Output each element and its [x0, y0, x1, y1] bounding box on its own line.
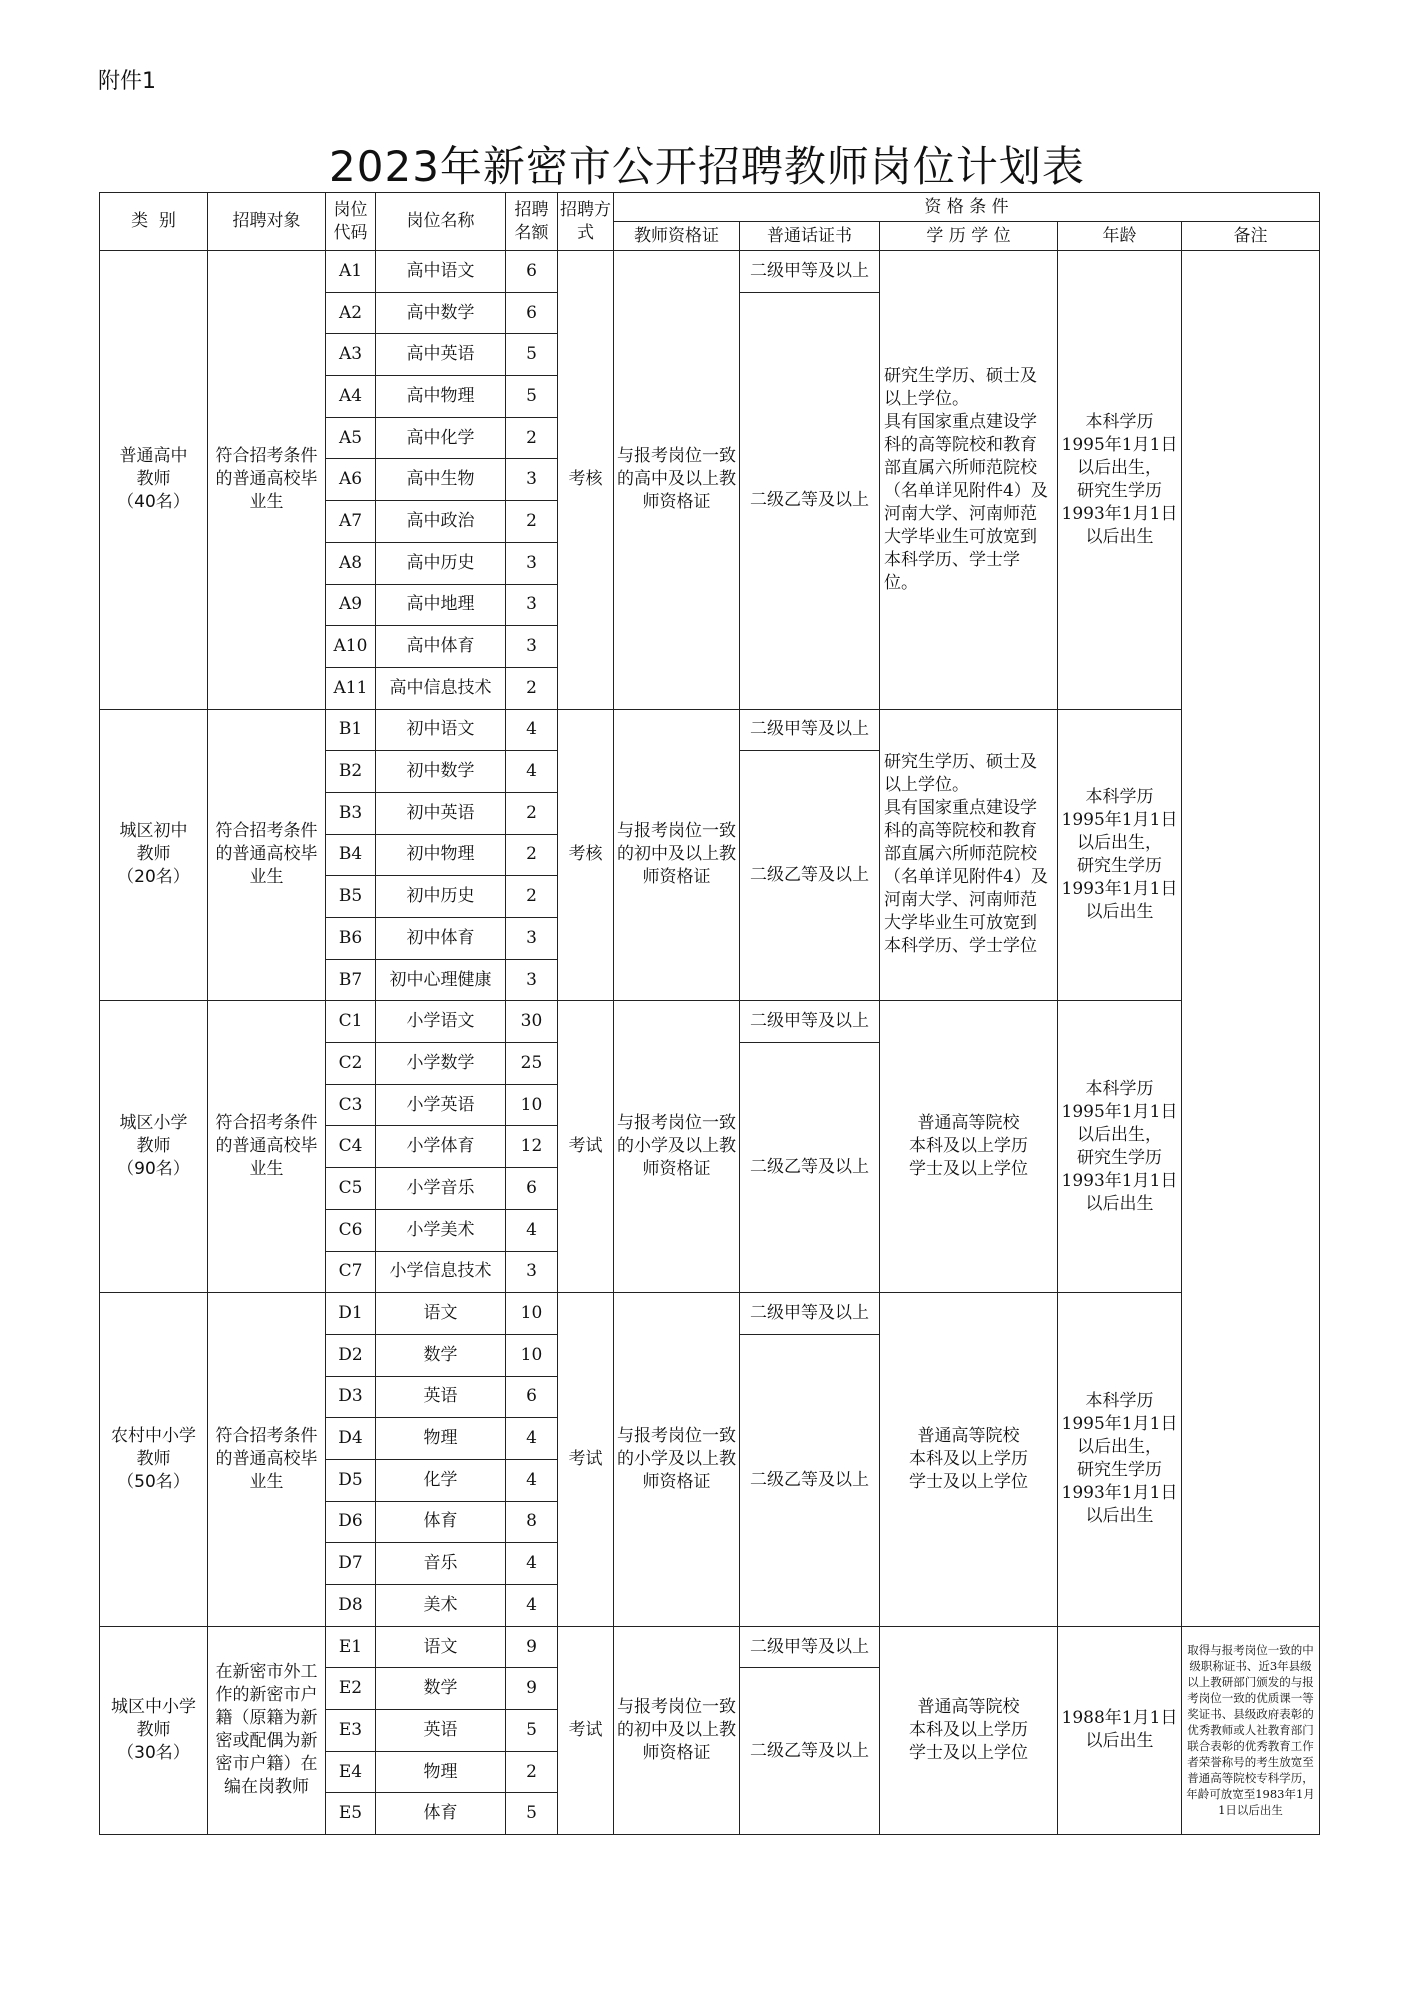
table-row [100, 709, 1320, 751]
header-name: 岗位名称 [376, 193, 506, 251]
category-line: （90名） [117, 1159, 190, 1180]
post-quota: 6 [506, 292, 558, 334]
post-quota: 9 [506, 1626, 558, 1668]
post-name: 高中语文 [376, 251, 506, 293]
certificate-cell: 与报考岗位一致的初中及以上教师资格证 [614, 1626, 740, 1834]
header-age: 年龄 [1058, 222, 1182, 251]
category-line: （50名） [117, 1471, 190, 1492]
post-quota: 2 [506, 1751, 558, 1793]
table-row [100, 251, 1320, 293]
post-name: 小学音乐 [376, 1168, 506, 1210]
age-cell: 1988年1月1日 以后出生 [1058, 1626, 1182, 1834]
method-cell: 考核 [558, 709, 614, 1001]
education-cell: 普通高等院校 本科及以上学历 学士及以上学位 [880, 1001, 1058, 1293]
mandarin-cell-a: 二级甲等及以上 [740, 251, 880, 293]
post-quota: 3 [506, 584, 558, 626]
method-cell: 考核 [558, 251, 614, 710]
post-quota: 3 [506, 918, 558, 960]
category-cell [100, 1626, 208, 1834]
table-row [100, 1293, 1320, 1335]
education-cell: 研究生学历、硕士及以上学位。 具有国家重点建设学科的高等院校和教育部直属六所师范院校（名单详见附件4）及河南大学、河南师范大学毕业生可放宽到本科学历、学士学位 [880, 709, 1058, 1001]
post-code: D2 [326, 1334, 376, 1376]
post-name: 高中物理 [376, 376, 506, 418]
category-line: 城区中小学 [111, 1696, 196, 1717]
category-line: （30名） [117, 1742, 190, 1763]
post-name: 数学 [376, 1334, 506, 1376]
post-quota: 2 [506, 417, 558, 459]
post-name: 小学信息技术 [376, 1251, 506, 1293]
header-qualifications: 资 格 条 件 [614, 193, 1320, 222]
post-quota: 8 [506, 1501, 558, 1543]
post-quota: 2 [506, 834, 558, 876]
post-quota: 4 [506, 751, 558, 793]
post-quota: 4 [506, 709, 558, 751]
post-code: A5 [326, 417, 376, 459]
method-cell: 考试 [558, 1626, 614, 1834]
certificate-cell: 与报考岗位一致的高中及以上教师资格证 [614, 251, 740, 710]
education-cell: 普通高等院校 本科及以上学历 学士及以上学位 [880, 1626, 1058, 1834]
mandarin-cell-b: 二级乙等及以上 [740, 1334, 880, 1626]
post-name: 初中心理健康 [376, 959, 506, 1001]
post-quota: 2 [506, 792, 558, 834]
post-name: 小学美术 [376, 1209, 506, 1251]
post-name: 语文 [376, 1626, 506, 1668]
post-name: 体育 [376, 1501, 506, 1543]
header-method: 招聘方式 [558, 193, 614, 251]
post-name: 小学数学 [376, 1043, 506, 1085]
post-code: C3 [326, 1084, 376, 1126]
category-line: 教师 [136, 1448, 171, 1469]
post-quota: 3 [506, 1251, 558, 1293]
post-name: 高中政治 [376, 501, 506, 543]
recruitment-plan-table [99, 192, 1320, 1835]
post-code: A11 [326, 667, 376, 709]
post-code: B6 [326, 918, 376, 960]
post-quota: 3 [506, 459, 558, 501]
post-name: 高中化学 [376, 417, 506, 459]
target-cell: 符合招考条件的普通高校毕业生 [208, 1293, 326, 1627]
post-code: A8 [326, 542, 376, 584]
post-quota: 4 [506, 1585, 558, 1627]
post-code: A1 [326, 251, 376, 293]
post-code: D3 [326, 1376, 376, 1418]
page-title: 2023年新密市公开招聘教师岗位计划表 [329, 142, 1085, 191]
post-code: C2 [326, 1043, 376, 1085]
post-name: 小学英语 [376, 1084, 506, 1126]
remark-cell-empty [1182, 251, 1320, 1627]
post-quota: 4 [506, 1209, 558, 1251]
post-quota: 12 [506, 1126, 558, 1168]
post-code: B1 [326, 709, 376, 751]
header-quota: 招聘名额 [506, 193, 558, 251]
post-quota: 5 [506, 376, 558, 418]
post-name: 初中数学 [376, 751, 506, 793]
post-name: 语文 [376, 1293, 506, 1335]
post-quota: 5 [506, 1793, 558, 1835]
post-name: 初中语文 [376, 709, 506, 751]
post-code: C7 [326, 1251, 376, 1293]
post-name: 小学体育 [376, 1126, 506, 1168]
post-name: 初中英语 [376, 792, 506, 834]
category-line: 农村中小学 [111, 1425, 196, 1446]
post-code: D8 [326, 1585, 376, 1627]
post-name: 英语 [376, 1710, 506, 1752]
post-quota: 10 [506, 1293, 558, 1335]
target-cell: 符合招考条件的普通高校毕业生 [208, 1001, 326, 1293]
post-name: 高中历史 [376, 542, 506, 584]
post-code: E2 [326, 1668, 376, 1710]
post-code: D6 [326, 1501, 376, 1543]
header-mandarin: 普通话证书 [740, 222, 880, 251]
post-quota: 10 [506, 1084, 558, 1126]
post-name: 高中体育 [376, 626, 506, 668]
post-code: A4 [326, 376, 376, 418]
post-name: 高中地理 [376, 584, 506, 626]
category-line: （20名） [117, 867, 190, 888]
post-name: 小学语文 [376, 1001, 506, 1043]
post-quota: 5 [506, 334, 558, 376]
post-name: 高中信息技术 [376, 667, 506, 709]
post-name: 化学 [376, 1459, 506, 1501]
post-code: C6 [326, 1209, 376, 1251]
post-quota: 10 [506, 1334, 558, 1376]
header-certificate: 教师资格证 [614, 222, 740, 251]
post-code: C5 [326, 1168, 376, 1210]
post-code: D4 [326, 1418, 376, 1460]
post-name: 物理 [376, 1751, 506, 1793]
post-quota: 9 [506, 1668, 558, 1710]
post-quota: 3 [506, 959, 558, 1001]
mandarin-cell-b: 二级乙等及以上 [740, 751, 880, 1001]
post-quota: 3 [506, 542, 558, 584]
post-code: E1 [326, 1626, 376, 1668]
category-line: 城区小学 [119, 1113, 188, 1134]
post-name: 高中数学 [376, 292, 506, 334]
method-cell: 考试 [558, 1001, 614, 1293]
post-code: E4 [326, 1751, 376, 1793]
target-cell: 符合招考条件的普通高校毕业生 [208, 709, 326, 1001]
post-name: 初中历史 [376, 876, 506, 918]
post-quota: 6 [506, 1376, 558, 1418]
post-code: E5 [326, 1793, 376, 1835]
target-cell: 符合招考条件的普通高校毕业生 [208, 251, 326, 710]
post-code: A6 [326, 459, 376, 501]
post-name: 物理 [376, 1418, 506, 1460]
post-code: A3 [326, 334, 376, 376]
post-code: C1 [326, 1001, 376, 1043]
post-quota: 5 [506, 1710, 558, 1752]
category-line: 普通高中 [119, 446, 188, 467]
method-cell: 考试 [558, 1293, 614, 1627]
target-cell: 在新密市外工作的新密市户籍（原籍为新密或配偶为新密市户籍）在编在岗教师 [208, 1626, 326, 1834]
age-cell: 本科学历 1995年1月1日 以后出生， 研究生学历 1993年1月1日 以后出生 [1058, 709, 1182, 1001]
post-code: B7 [326, 959, 376, 1001]
mandarin-cell-a: 二级甲等及以上 [740, 1293, 880, 1335]
category-cell [100, 251, 208, 710]
category-cell [100, 1001, 208, 1293]
mandarin-cell-a: 二级甲等及以上 [740, 1001, 880, 1043]
post-code: B5 [326, 876, 376, 918]
post-code: B4 [326, 834, 376, 876]
category-line: 教师 [136, 844, 171, 865]
post-quota: 2 [506, 667, 558, 709]
certificate-cell: 与报考岗位一致的小学及以上教师资格证 [614, 1001, 740, 1293]
post-name: 体育 [376, 1793, 506, 1835]
post-quota: 2 [506, 501, 558, 543]
post-code: E3 [326, 1710, 376, 1752]
post-code: D7 [326, 1543, 376, 1585]
mandarin-cell-a: 二级甲等及以上 [740, 1626, 880, 1668]
post-code: C4 [326, 1126, 376, 1168]
header-remark: 备注 [1182, 222, 1320, 251]
header-category: 类 别 [100, 193, 208, 251]
post-name: 初中物理 [376, 834, 506, 876]
header-target: 招聘对象 [208, 193, 326, 251]
category-line: 教师 [136, 1136, 171, 1157]
age-cell: 本科学历 1995年1月1日 以后出生， 研究生学历 1993年1月1日 以后出生 [1058, 251, 1182, 710]
post-name: 高中生物 [376, 459, 506, 501]
post-name: 高中英语 [376, 334, 506, 376]
header-education: 学 历 学 位 [880, 222, 1058, 251]
post-code: B2 [326, 751, 376, 793]
post-code: A2 [326, 292, 376, 334]
category-line: （40名） [117, 492, 190, 513]
header-code: 岗位代码 [326, 193, 376, 251]
post-name: 初中体育 [376, 918, 506, 960]
mandarin-cell-b: 二级乙等及以上 [740, 1043, 880, 1293]
category-line: 教师 [136, 469, 171, 490]
post-quota: 2 [506, 876, 558, 918]
post-code: D5 [326, 1459, 376, 1501]
remark-cell: 取得与报考岗位一致的中级职称证书、近3年县级以上教研部门颁发的与报考岗位一致的优质课一等奖证书、县级政府表彰的优秀教师或人社教育部门联合表彰的优秀教育工作者荣誉称号的考生放宽至普通高等院校专科学历，年龄可放宽至1983年1月1日以后出生 [1182, 1626, 1320, 1834]
post-code: A7 [326, 501, 376, 543]
category-line: 教师 [136, 1719, 171, 1740]
education-cell: 普通高等院校 本科及以上学历 学士及以上学位 [880, 1293, 1058, 1627]
mandarin-cell-a: 二级甲等及以上 [740, 709, 880, 751]
table-row [100, 1626, 1320, 1668]
post-name: 音乐 [376, 1543, 506, 1585]
mandarin-cell-b: 二级乙等及以上 [740, 1668, 880, 1835]
post-quota: 3 [506, 626, 558, 668]
post-quota: 6 [506, 251, 558, 293]
post-quota: 4 [506, 1459, 558, 1501]
category-cell [100, 1293, 208, 1627]
table-row [100, 1001, 1320, 1043]
mandarin-cell-b: 二级乙等及以上 [740, 292, 880, 709]
post-code: D1 [326, 1293, 376, 1335]
post-quota: 4 [506, 1543, 558, 1585]
post-name: 英语 [376, 1376, 506, 1418]
age-cell: 本科学历 1995年1月1日 以后出生， 研究生学历 1993年1月1日 以后出生 [1058, 1293, 1182, 1627]
category-cell [100, 709, 208, 1001]
post-code: A9 [326, 584, 376, 626]
post-name: 数学 [376, 1668, 506, 1710]
post-code: A10 [326, 626, 376, 668]
post-name: 美术 [376, 1585, 506, 1627]
category-line: 城区初中 [119, 821, 188, 842]
certificate-cell: 与报考岗位一致的初中及以上教师资格证 [614, 709, 740, 1001]
post-quota: 30 [506, 1001, 558, 1043]
age-cell: 本科学历 1995年1月1日 以后出生， 研究生学历 1993年1月1日 以后出生 [1058, 1001, 1182, 1293]
post-quota: 6 [506, 1168, 558, 1210]
certificate-cell: 与报考岗位一致的小学及以上教师资格证 [614, 1293, 740, 1627]
attachment-label: 附件1 [98, 69, 156, 94]
post-quota: 25 [506, 1043, 558, 1085]
post-quota: 4 [506, 1418, 558, 1460]
post-code: B3 [326, 792, 376, 834]
education-cell: 研究生学历、硕士及以上学位。 具有国家重点建设学科的高等院校和教育部直属六所师范院校（名单详见附件4）及河南大学、河南师范大学毕业生可放宽到本科学历、学士学位。 [880, 251, 1058, 710]
